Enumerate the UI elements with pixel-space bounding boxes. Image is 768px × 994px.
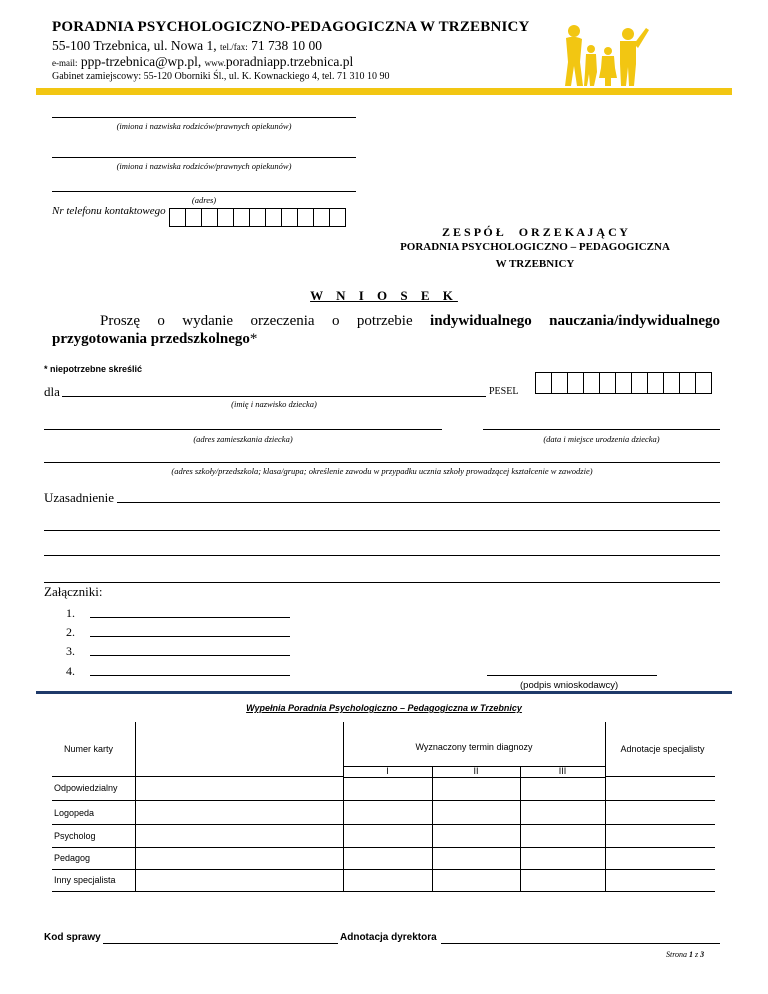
row-responsible: Odpowiedzialny: [54, 783, 118, 793]
child-name-line[interactable]: [62, 396, 486, 397]
justification-line-1[interactable]: [117, 502, 720, 503]
phone-boxes[interactable]: [170, 208, 346, 227]
pesel-boxes[interactable]: [536, 372, 712, 394]
request-text-line1: Proszę o wydanie orzeczenia o potrzebie indywidualnego nauczania/indywidualnego: [100, 313, 721, 329]
specialist-notes-header: Adnotacje specjalisty: [620, 744, 705, 754]
attachments-label: Załączniki:: [44, 584, 103, 599]
row-pedagogue: Pedagog: [54, 853, 91, 863]
parents-line-1[interactable]: [52, 117, 356, 118]
section-divider: [36, 691, 732, 694]
card-number-header: Numer karty: [64, 744, 114, 754]
addressee-city: W TRZEBNICY: [495, 258, 575, 270]
child-birth-caption: (data i miejsce urodzenia dziecka): [543, 434, 660, 444]
attachment-number: 3.: [66, 644, 75, 658]
signature-line[interactable]: [487, 675, 657, 676]
clinic-section-title: Wypełnia Poradnia Psychologiczno – Pedagogiczna w Trzebnicy: [246, 703, 522, 713]
director-note-label: Adnotacja dyrektora: [340, 932, 437, 943]
addressee-clinic: PORADNIA PSYCHOLOGICZNO – PEDAGOGICZNA: [400, 241, 670, 253]
institution-contact: e-mail: ppp-trzebnica@wp.pl, www.poradniapp.trzebnica.pl: [52, 54, 354, 69]
institution-name: PORADNIA PSYCHOLOGICZNO-PEDAGOGICZNA W TRZEBNICY: [52, 19, 530, 35]
parents-caption-2: (imiona i nazwiska rodziców/prawnych opiekunów): [116, 161, 292, 171]
for-label: dla: [44, 384, 60, 399]
term-column-3: III: [558, 766, 567, 776]
case-code-label: Kod sprawy: [44, 932, 101, 943]
attachment-line-4[interactable]: [90, 675, 290, 676]
child-address-line[interactable]: [44, 429, 442, 430]
row-other-specialist: Inny specjalista: [54, 875, 116, 885]
attachment-number: 1.: [66, 606, 75, 620]
row-psychologist: Psycholog: [54, 831, 96, 841]
justification-line-4[interactable]: [44, 582, 720, 583]
row-speech-therapist: Logopeda: [54, 808, 95, 818]
parents-line-2[interactable]: [52, 157, 356, 158]
school-line[interactable]: [44, 462, 720, 463]
justification-line-3[interactable]: [44, 555, 720, 556]
attachment-number: 4.: [66, 664, 75, 678]
attachment-line-3[interactable]: [90, 655, 290, 656]
strike-note: * niepotrzebne skreślić: [44, 364, 143, 374]
applicant-address-line[interactable]: [52, 191, 356, 192]
family-logo: [556, 22, 652, 86]
attachment-line-1[interactable]: [90, 617, 290, 618]
institution-address: 55-100 Trzebnica, ul. Nowa 1, tel./fax: 71 738 10 00: [52, 38, 322, 53]
attachment-number: 2.: [66, 625, 75, 639]
request-text-line2: przygotowania przedszkolnego*: [52, 331, 258, 347]
addressee-team: Z E S P Ó Ł O R Z E K A J Ą C Y: [442, 225, 628, 239]
document-title: W N I O S E K: [310, 288, 458, 303]
page-number: Strona 1 z 3: [666, 950, 705, 959]
attachment-line-2[interactable]: [90, 636, 290, 637]
school-caption: (adres szkoły/przedszkola; klasa/grupa; określenie zawodu w przypadku ucznia szkoły prowadzącej kształcenie w zawodzie): [171, 466, 593, 476]
phone-label: Nr telefonu kontaktowego: [52, 205, 166, 217]
parents-caption-1: (imiona i nazwiska rodziców/prawnych opiekunów): [116, 121, 292, 131]
diagnosis-term-header: Wyznaczony termin diagnozy: [415, 742, 533, 752]
term-column-1: I: [386, 766, 389, 776]
child-name-caption: (imię i nazwisko dziecka): [231, 399, 317, 409]
justification-line-2[interactable]: [44, 530, 720, 531]
pesel-label: PESEL: [489, 386, 519, 397]
term-column-2: II: [473, 766, 479, 776]
case-code-line[interactable]: [103, 943, 338, 944]
header-accent-bar: [36, 88, 732, 95]
justification-label: Uzasadnienie: [44, 490, 115, 505]
signature-caption: (podpis wnioskodawcy): [520, 680, 619, 691]
director-note-line[interactable]: [441, 943, 720, 944]
applicant-address-caption: (adres): [191, 195, 217, 205]
child-address-caption: (adres zamieszkania dziecka): [193, 434, 293, 444]
child-birth-line[interactable]: [483, 429, 720, 430]
branch-office: Gabinet zamiejscowy: 55-120 Oborniki Śl., ul. K. Kownackiego 4, tel. 71 310 10 90: [52, 71, 390, 82]
